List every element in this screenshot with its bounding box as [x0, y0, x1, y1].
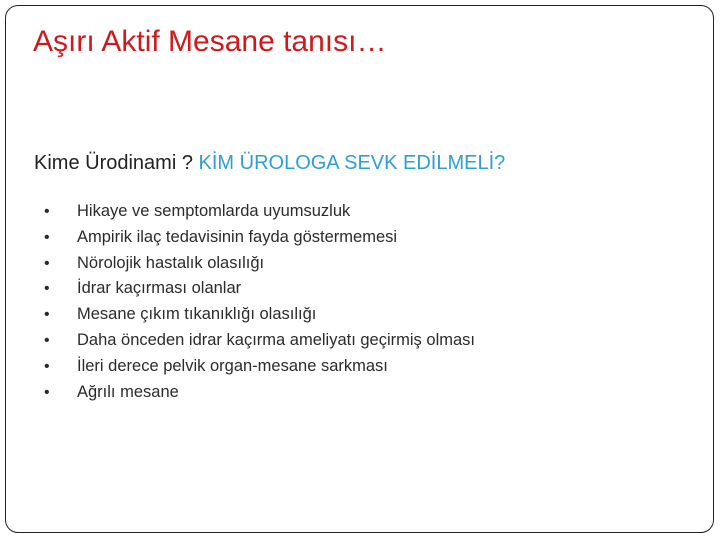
list-item-text: Ampirik ilaç tedavisinin fayda göstermemesi	[77, 227, 398, 246]
bullet-icon: •	[44, 331, 50, 349]
list-item-text: İleri derece pelvik organ-mesane sarkması	[77, 356, 388, 375]
subtitle-highlight: KİM ÜROLOGA SEVK EDİLMELİ?	[198, 152, 506, 174]
list-item-text: Ağrılı mesane	[77, 382, 179, 401]
list-item-text: İdrar kaçırması olanlar	[77, 279, 242, 298]
slide-title: Aşırı Aktif Mesane tanısı…	[33, 25, 387, 58]
list-item	[44, 302, 475, 328]
slide-subtitle	[34, 152, 505, 175]
list-item	[44, 328, 475, 354]
subtitle-prefix: Kime Ürodinami ?	[34, 152, 199, 174]
list-item	[44, 380, 475, 406]
list-item-text: Nörolojik hastalık olasılığı	[77, 253, 265, 272]
list-item-text: Hikaye ve semptomlarda uyumsuzluk	[77, 202, 351, 220]
list-item-text: Mesane çıkım tıkanıklığı olasılığı	[77, 305, 317, 324]
bullet-list	[44, 199, 475, 405]
bullet-icon: •	[44, 203, 50, 220]
list-item	[44, 225, 475, 251]
list-item-text: Daha önceden idrar kaçırma ameliyatı geçirmiş olması	[77, 330, 475, 349]
list-item	[44, 251, 475, 277]
bullet-icon: •	[44, 306, 50, 324]
list-item	[44, 276, 475, 302]
list-item	[44, 354, 475, 380]
bullet-icon: •	[44, 280, 50, 298]
bullet-icon: •	[44, 254, 50, 272]
bullet-icon: •	[44, 383, 50, 401]
bullet-icon: •	[44, 228, 50, 246]
list-item	[44, 199, 475, 225]
bullet-icon: •	[44, 357, 50, 375]
